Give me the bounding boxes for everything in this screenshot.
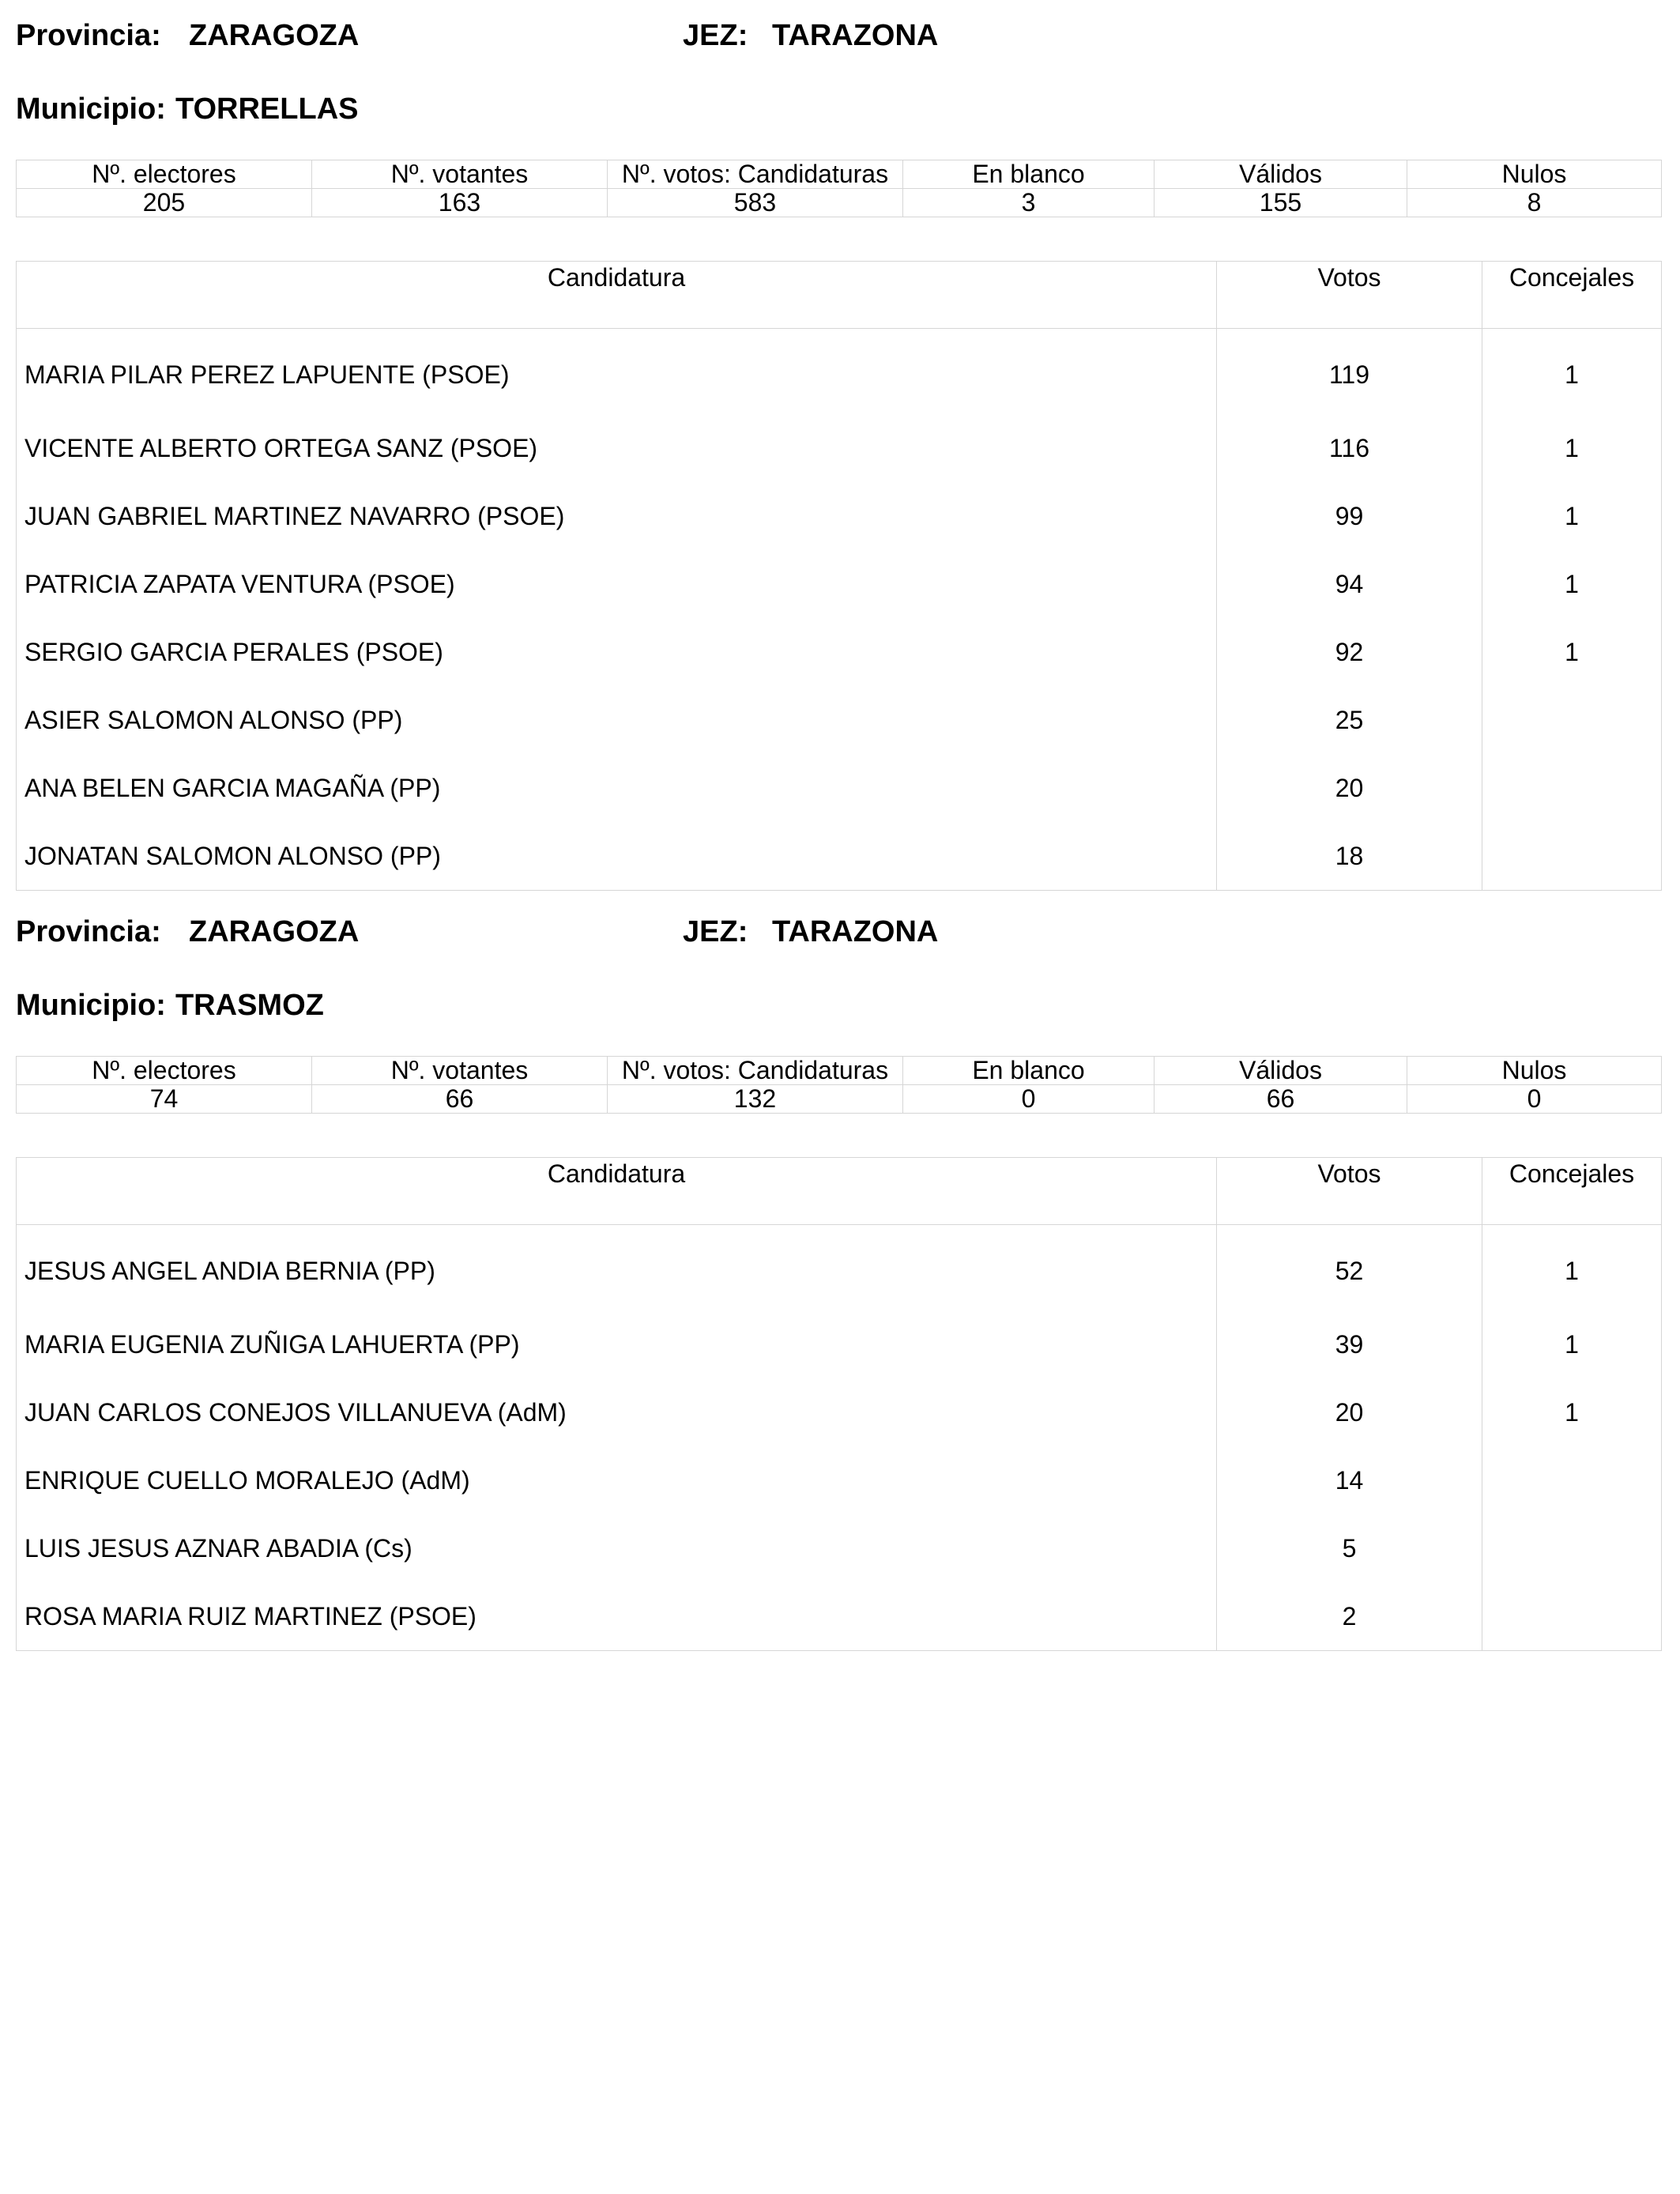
en-blanco-header: En blanco [903, 1057, 1155, 1085]
validos-value: 66 [1155, 1085, 1407, 1114]
candidate-name: JESUS ANGEL ANDIA BERNIA (PP) [17, 1225, 1217, 1311]
candidate-concejales: 1 [1482, 1378, 1662, 1446]
provincia-jez-header [16, 912, 1661, 952]
table-row [17, 1582, 1662, 1651]
municipio-header [16, 89, 1661, 129]
candidate-name: JONATAN SALOMON ALONSO (PP) [17, 822, 1217, 891]
table-row [17, 550, 1662, 618]
table-row [17, 414, 1662, 482]
votos-candidaturas-header: Nº. votos: Candidaturas [608, 1057, 903, 1085]
table-row [17, 1310, 1662, 1378]
votantes-value: 163 [312, 189, 608, 217]
validos-header: Válidos [1155, 1057, 1407, 1085]
en-blanco-value: 3 [903, 189, 1155, 217]
jez-label: JEZ: [683, 915, 748, 948]
candidate-concejales: 1 [1482, 482, 1662, 550]
jez-label: JEZ: [683, 19, 748, 52]
provincia-value: ZARAGOZA [189, 19, 360, 52]
candidate-votes: 39 [1217, 1310, 1482, 1378]
table-row [17, 686, 1662, 754]
summary-value-row [17, 189, 1662, 217]
nulos-header: Nulos [1407, 160, 1662, 189]
candidate-concejales [1482, 1514, 1662, 1582]
candidate-concejales: 1 [1482, 1310, 1662, 1378]
municipio-label: Municipio: [16, 92, 166, 126]
table-row [17, 822, 1662, 891]
provincia-value: ZARAGOZA [189, 915, 360, 948]
validos-header: Válidos [1155, 160, 1407, 189]
candidate-votes: 25 [1217, 686, 1482, 754]
candidate-name: ANA BELEN GARCIA MAGAÑA (PP) [17, 754, 1217, 822]
candidate-votes: 94 [1217, 550, 1482, 618]
table-row [17, 1446, 1662, 1514]
candidate-concejales: 1 [1482, 329, 1662, 415]
candidate-concejales [1482, 754, 1662, 822]
candidate-votes: 20 [1217, 1378, 1482, 1446]
candidate-name: ASIER SALOMON ALONSO (PP) [17, 686, 1217, 754]
nulos-header: Nulos [1407, 1057, 1662, 1085]
candidate-name: PATRICIA ZAPATA VENTURA (PSOE) [17, 550, 1217, 618]
votantes-header: Nº. votantes [312, 1057, 608, 1085]
candidate-votes: 116 [1217, 414, 1482, 482]
concejales-header: Concejales [1482, 262, 1662, 329]
electores-value: 205 [17, 189, 312, 217]
candidate-votes: 52 [1217, 1225, 1482, 1311]
candidate-name: VICENTE ALBERTO ORTEGA SANZ (PSOE) [17, 414, 1217, 482]
table-row [17, 754, 1662, 822]
candidate-concejales: 1 [1482, 414, 1662, 482]
candidate-concejales [1482, 1582, 1662, 1651]
candidate-votes: 20 [1217, 754, 1482, 822]
table-row [17, 329, 1662, 415]
candidates-table [16, 261, 1662, 891]
table-row [17, 618, 1662, 686]
summary-table [16, 160, 1662, 217]
provincia-label: Provincia: [16, 915, 161, 948]
municipio-label: Municipio: [16, 989, 166, 1022]
votos-candidaturas-value: 583 [608, 189, 903, 217]
table-row [17, 1514, 1662, 1582]
candidates-table [16, 1157, 1662, 1651]
candidate-concejales [1482, 686, 1662, 754]
jez-value: TARAZONA [772, 915, 939, 948]
candidate-name: JUAN GABRIEL MARTINEZ NAVARRO (PSOE) [17, 482, 1217, 550]
candidate-votes: 119 [1217, 329, 1482, 415]
votos-candidaturas-value: 132 [608, 1085, 903, 1114]
electores-header: Nº. electores [17, 160, 312, 189]
votos-candidaturas-header: Nº. votos: Candidaturas [608, 160, 903, 189]
candidatura-header: Candidatura [17, 262, 1217, 329]
candidate-name: LUIS JESUS AZNAR ABADIA (Cs) [17, 1514, 1217, 1582]
en-blanco-value: 0 [903, 1085, 1155, 1114]
candidate-concejales: 1 [1482, 550, 1662, 618]
candidate-name: ENRIQUE CUELLO MORALEJO (AdM) [17, 1446, 1217, 1514]
summary-table [16, 1056, 1662, 1114]
candidate-votes: 92 [1217, 618, 1482, 686]
electores-header: Nº. electores [17, 1057, 312, 1085]
jez-value: TARAZONA [772, 19, 939, 52]
candidate-name: SERGIO GARCIA PERALES (PSOE) [17, 618, 1217, 686]
candidate-votes: 2 [1217, 1582, 1482, 1651]
candidate-concejales: 1 [1482, 618, 1662, 686]
municipio-header [16, 986, 1661, 1025]
candidate-concejales: 1 [1482, 1225, 1662, 1311]
candidatura-header: Candidatura [17, 1158, 1217, 1225]
candidate-name: JUAN CARLOS CONEJOS VILLANUEVA (AdM) [17, 1378, 1217, 1446]
table-row [17, 482, 1662, 550]
candidate-votes: 99 [1217, 482, 1482, 550]
candidates-header-row [17, 1158, 1662, 1225]
candidate-votes: 14 [1217, 1446, 1482, 1514]
candidate-name: ROSA MARIA RUIZ MARTINEZ (PSOE) [17, 1582, 1217, 1651]
table-row [17, 1225, 1662, 1311]
votantes-header: Nº. votantes [312, 160, 608, 189]
nulos-value: 8 [1407, 189, 1662, 217]
candidate-name: MARIA EUGENIA ZUÑIGA LAHUERTA (PP) [17, 1310, 1217, 1378]
summary-header-row [17, 160, 1662, 189]
concejales-header: Concejales [1482, 1158, 1662, 1225]
municipio-value: TORRELLAS [175, 92, 359, 126]
table-row [17, 1378, 1662, 1446]
candidate-concejales [1482, 822, 1662, 891]
municipio-value: TRASMOZ [175, 989, 324, 1022]
summary-header-row [17, 1057, 1662, 1085]
votos-header: Votos [1217, 1158, 1482, 1225]
votantes-value: 66 [312, 1085, 608, 1114]
candidate-votes: 5 [1217, 1514, 1482, 1582]
votos-header: Votos [1217, 262, 1482, 329]
candidates-header-row [17, 262, 1662, 329]
candidate-name: MARIA PILAR PEREZ LAPUENTE (PSOE) [17, 329, 1217, 415]
en-blanco-header: En blanco [903, 160, 1155, 189]
summary-value-row [17, 1085, 1662, 1114]
validos-value: 155 [1155, 189, 1407, 217]
candidate-votes: 18 [1217, 822, 1482, 891]
provincia-label: Provincia: [16, 19, 161, 52]
provincia-jez-header [16, 16, 1661, 55]
nulos-value: 0 [1407, 1085, 1662, 1114]
electores-value: 74 [17, 1085, 312, 1114]
candidate-concejales [1482, 1446, 1662, 1514]
